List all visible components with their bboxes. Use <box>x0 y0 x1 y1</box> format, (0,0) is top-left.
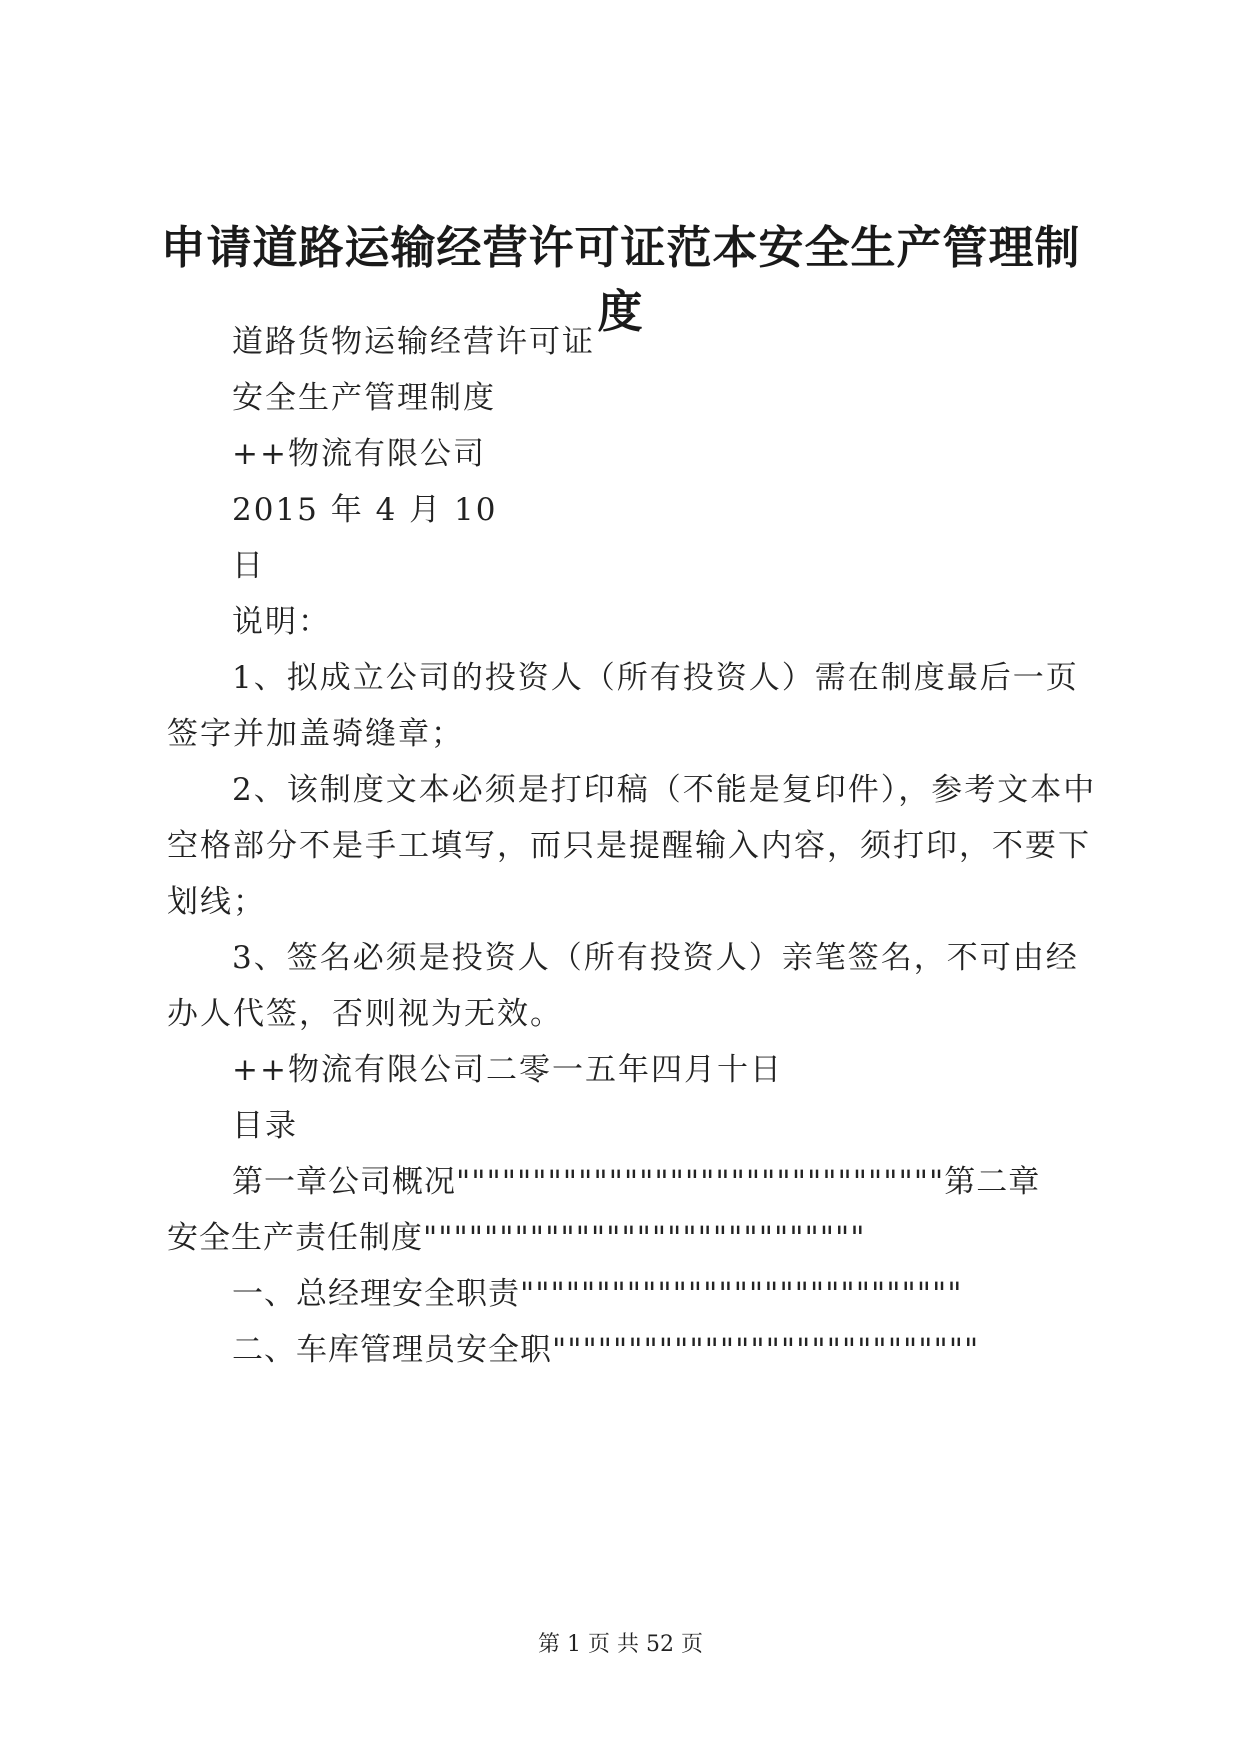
date-line-1: 2015 年 4 月 10 <box>232 492 498 528</box>
note-item-2-line-3: 划线； <box>167 884 266 920</box>
toc-entry-1-line-2: 安全生产责任制度""""""""""""""""""""""""""""" <box>167 1220 866 1256</box>
signature-line: ++物流有限公司二零一五年四月十日 <box>232 1052 783 1088</box>
page-footer: 第 1 页 共 52 页 <box>538 1632 703 1657</box>
toc-entry-1-line-1: 第一章公司概况""""""""""""""""""""""""""""""""第二章 <box>232 1164 1041 1200</box>
note-item-1-line-1: 1、拟成立公司的投资人（所有投资人）需在制度最后一页 <box>232 660 1079 696</box>
note-item-2-line-2: 空格部分不是手工填写，而只是提醒输入内容，须打印，不要下 <box>167 828 1091 864</box>
document-title-line-2: 度 <box>597 285 644 338</box>
note-item-1-line-2: 签字并加盖骑缝章； <box>167 716 464 752</box>
note-item-3-line-1: 3、签名必须是投资人（所有投资人）亲笔签名，不可由经 <box>232 940 1079 976</box>
doc-name: 安全生产管理制度 <box>232 380 496 416</box>
company-name: ++物流有限公司 <box>232 436 486 472</box>
license-name: 道路货物运输经营许可证 <box>232 324 595 360</box>
date-line-2: 日 <box>232 548 265 584</box>
toc-entry-2: 一、总经理安全职责""""""""""""""""""""""""""""" <box>232 1276 963 1312</box>
note-item-2-line-1: 2、该制度文本必须是打印稿（不能是复印件），参考文本中 <box>232 772 1097 808</box>
toc-entry-3: 二、车库管理员安全职"""""""""""""""""""""""""""" <box>232 1332 980 1368</box>
toc-heading: 目录 <box>232 1108 298 1144</box>
document-title-line-1: 申请道路运输经营许可证范本安全生产管理制 <box>160 221 1081 274</box>
notes-heading: 说明： <box>232 604 331 640</box>
note-item-3-line-2: 办人代签，否则视为无效。 <box>167 996 563 1032</box>
